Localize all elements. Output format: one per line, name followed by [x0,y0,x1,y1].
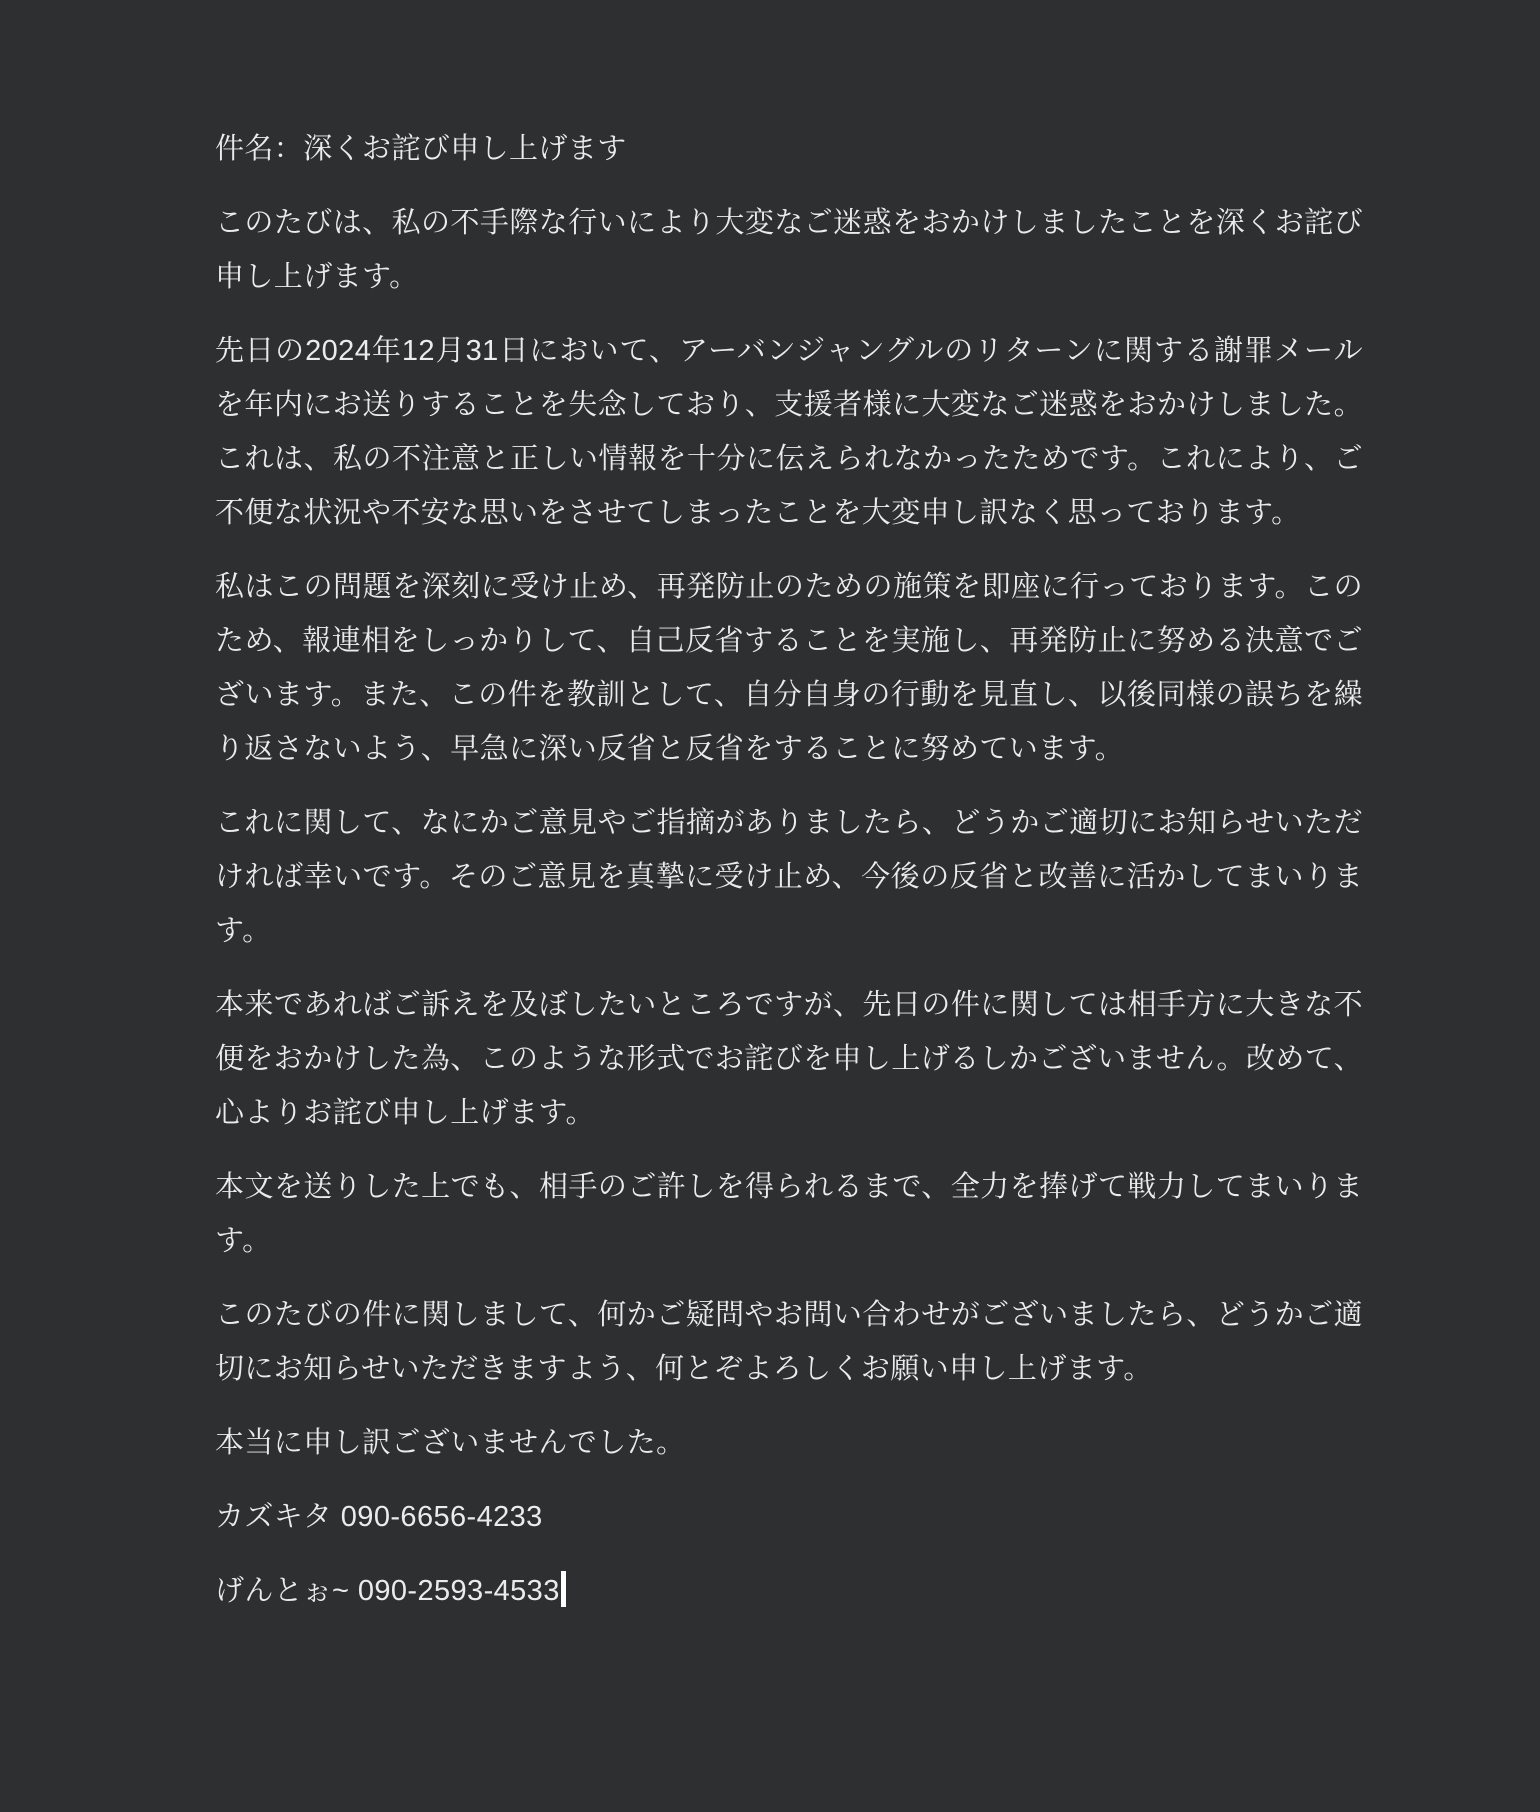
signature-contact-2-text: げんとぉ~ 090-2593-4533 [215,1575,560,1607]
paragraph-continued-effort[interactable]: 本文を送りした上でも、相手のご許しを得られるまで、全力を捧げて戦力してまいります。 [215,1171,1363,1257]
paragraph-formal-apology[interactable]: 本来であればご訴えを及ぼしたいところですが、先日の件に関しては相手方に大きな不便をおかけした為、このような形式でお詫びを申し上げるしかございません。改めて、心よりお詫び申し上げます。 [215,989,1363,1129]
email-draft-text-area[interactable] [215,122,1363,1618]
subject-line[interactable]: 件名：深くお詫び申し上げます [215,133,627,165]
paragraph-apology-opening[interactable]: このたびは、私の不手際な行いにより大変なご迷惑をおかけしましたことを深くお詫び申し上げます。 [215,207,1363,293]
paragraph-incident-description[interactable]: 先日の2024年12月31日において、アーバンジャングルのリターンに関する謝罪メールを年内にお送りすることを失念しており、支援者様に大変なご迷惑をおかけしました。これは、私の不注意と正しい情報を十分に伝えられなかったためです。これにより、ご不便な状況や不安な思いをさせてしまったことを大変申し訳なく思っております。 [215,335,1363,529]
paragraph-final-apology[interactable]: 本当に申し訳ございませんでした。 [215,1427,686,1459]
paragraph-feedback-request[interactable]: これに関して、なにかご意見やご指摘がありましたら、どうかご適切にお知らせいただければ幸いです。そのご意見を真摯に受け止め、今後の反省と改善に活かしてまいります。 [215,807,1363,947]
paragraph-contact-request[interactable]: このたびの件に関しまして、何かご疑問やお問い合わせがございましたら、どうかご適切にお知らせいただきますよう、何とぞよろしくお願い申し上げます。 [215,1299,1363,1385]
text-caret [561,1571,566,1607]
signature-contact-2[interactable] [215,1564,1363,1618]
paragraph-prevention-measures[interactable]: 私はこの問題を深刻に受け止め、再発防止のための施策を即座に行っております。このため、報連相をしっかりして、自己反省することを実施し、再発防止に努める決意でございます。また、この件を教訓として、自分自身の行動を見直し、以後同様の誤ちを繰り返さないよう、早急に深い反省と反省をすることに努めています。 [215,571,1363,765]
signature-contact-1[interactable]: カズキタ 090-6656-4233 [215,1501,543,1533]
